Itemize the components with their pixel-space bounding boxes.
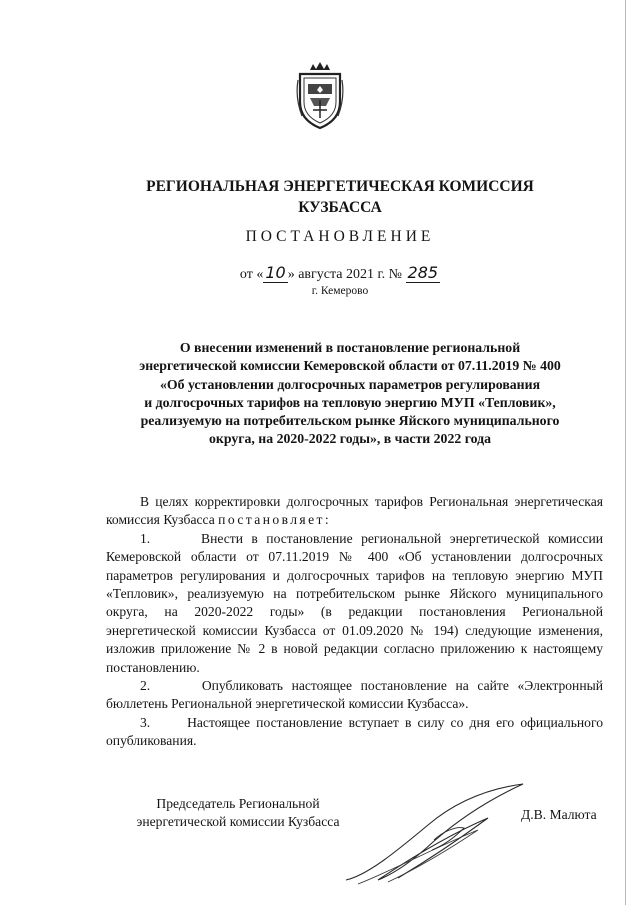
scan-edge-line [625,0,626,905]
title-line: О внесении изменений в постановление региональной [179,340,521,355]
item-2-text: Опубликовать настоящее постановление на сайте «Электронный бюллетень Региональной энергетической комиссии Кузбасса». [106,678,603,712]
city: г. Кемерово [311,285,369,297]
title-line: реализуемую на потребительском рынке Яйского муниципального [140,413,560,429]
intro-text: В целях корректировки долгосрочных тарифов Региональная энергетическая комиссия Кузбасса [106,494,603,528]
title-line: «Об установлении долгосрочных параметров регулирования [159,376,541,392]
org-line-1: РЕГИОНАЛЬНАЯ ЭНЕРГЕТИЧЕСКАЯ КОМИССИЯ [146,178,534,195]
date-month-year: » августа 2021 г. № [287,267,403,282]
org-line-2: КУЗБАССА [298,199,382,216]
handwritten-number: 285 [407,263,439,282]
coat-of-arms-emblem [296,62,344,132]
document-date-number [60,263,620,283]
date-prefix: от « [239,267,264,282]
title-line: округа, на 2020-2022 годы», в части 2022 года [208,431,492,447]
handwritten-signature [338,780,538,890]
document-body [106,493,603,751]
document-title [100,339,600,449]
signatory-name: Д.В. Малюта [521,807,597,822]
item-3-number: 3. [140,714,151,730]
title-line: и долгосрочных тарифов на тепловую энергию МУП «Тепловик», [144,394,556,410]
resolves-word: постановляет: [218,512,332,528]
document-type: ПОСТАНОВЛЕНИЕ [245,228,435,245]
organization-name [60,176,620,218]
item-1 [106,530,603,677]
handwritten-day: 10 [265,263,286,282]
item-3 [106,714,603,751]
item-1-number: 1. [140,530,151,546]
item-3-text: Настоящее постановление вступает в силу со дня его официального опубликования. [106,714,603,749]
item-1-text: Внести в постановление региональной энергетической комиссии Кемеровской области от 07.11.2019 № 400 «Об установлении долгосрочных параметров регулирования и долгосрочных тарифов на тепловую энергию МУП «Тепловик», реализуемую на потребительском рынке Яйского муниципального округа, на 2020-2022 годы» (в редакции постановления Региональной энергетической комиссии Кузбасса от 01.09.2020 № 194) следующие изменения, изложив приложение № 2 в новой редакции согласно приложению к настоящему постановлению. [106,530,603,675]
intro-paragraph [106,493,603,530]
item-2-number: 2. [140,678,151,694]
position-line-2: энергетической комиссии Кузбасса [136,814,340,829]
signatory-position [108,795,368,831]
title-line: энергетической комиссии Кемеровской области от 07.11.2019 № 400 [139,358,561,374]
item-2 [106,677,603,714]
position-line-1: Председатель Региональной [156,796,320,811]
